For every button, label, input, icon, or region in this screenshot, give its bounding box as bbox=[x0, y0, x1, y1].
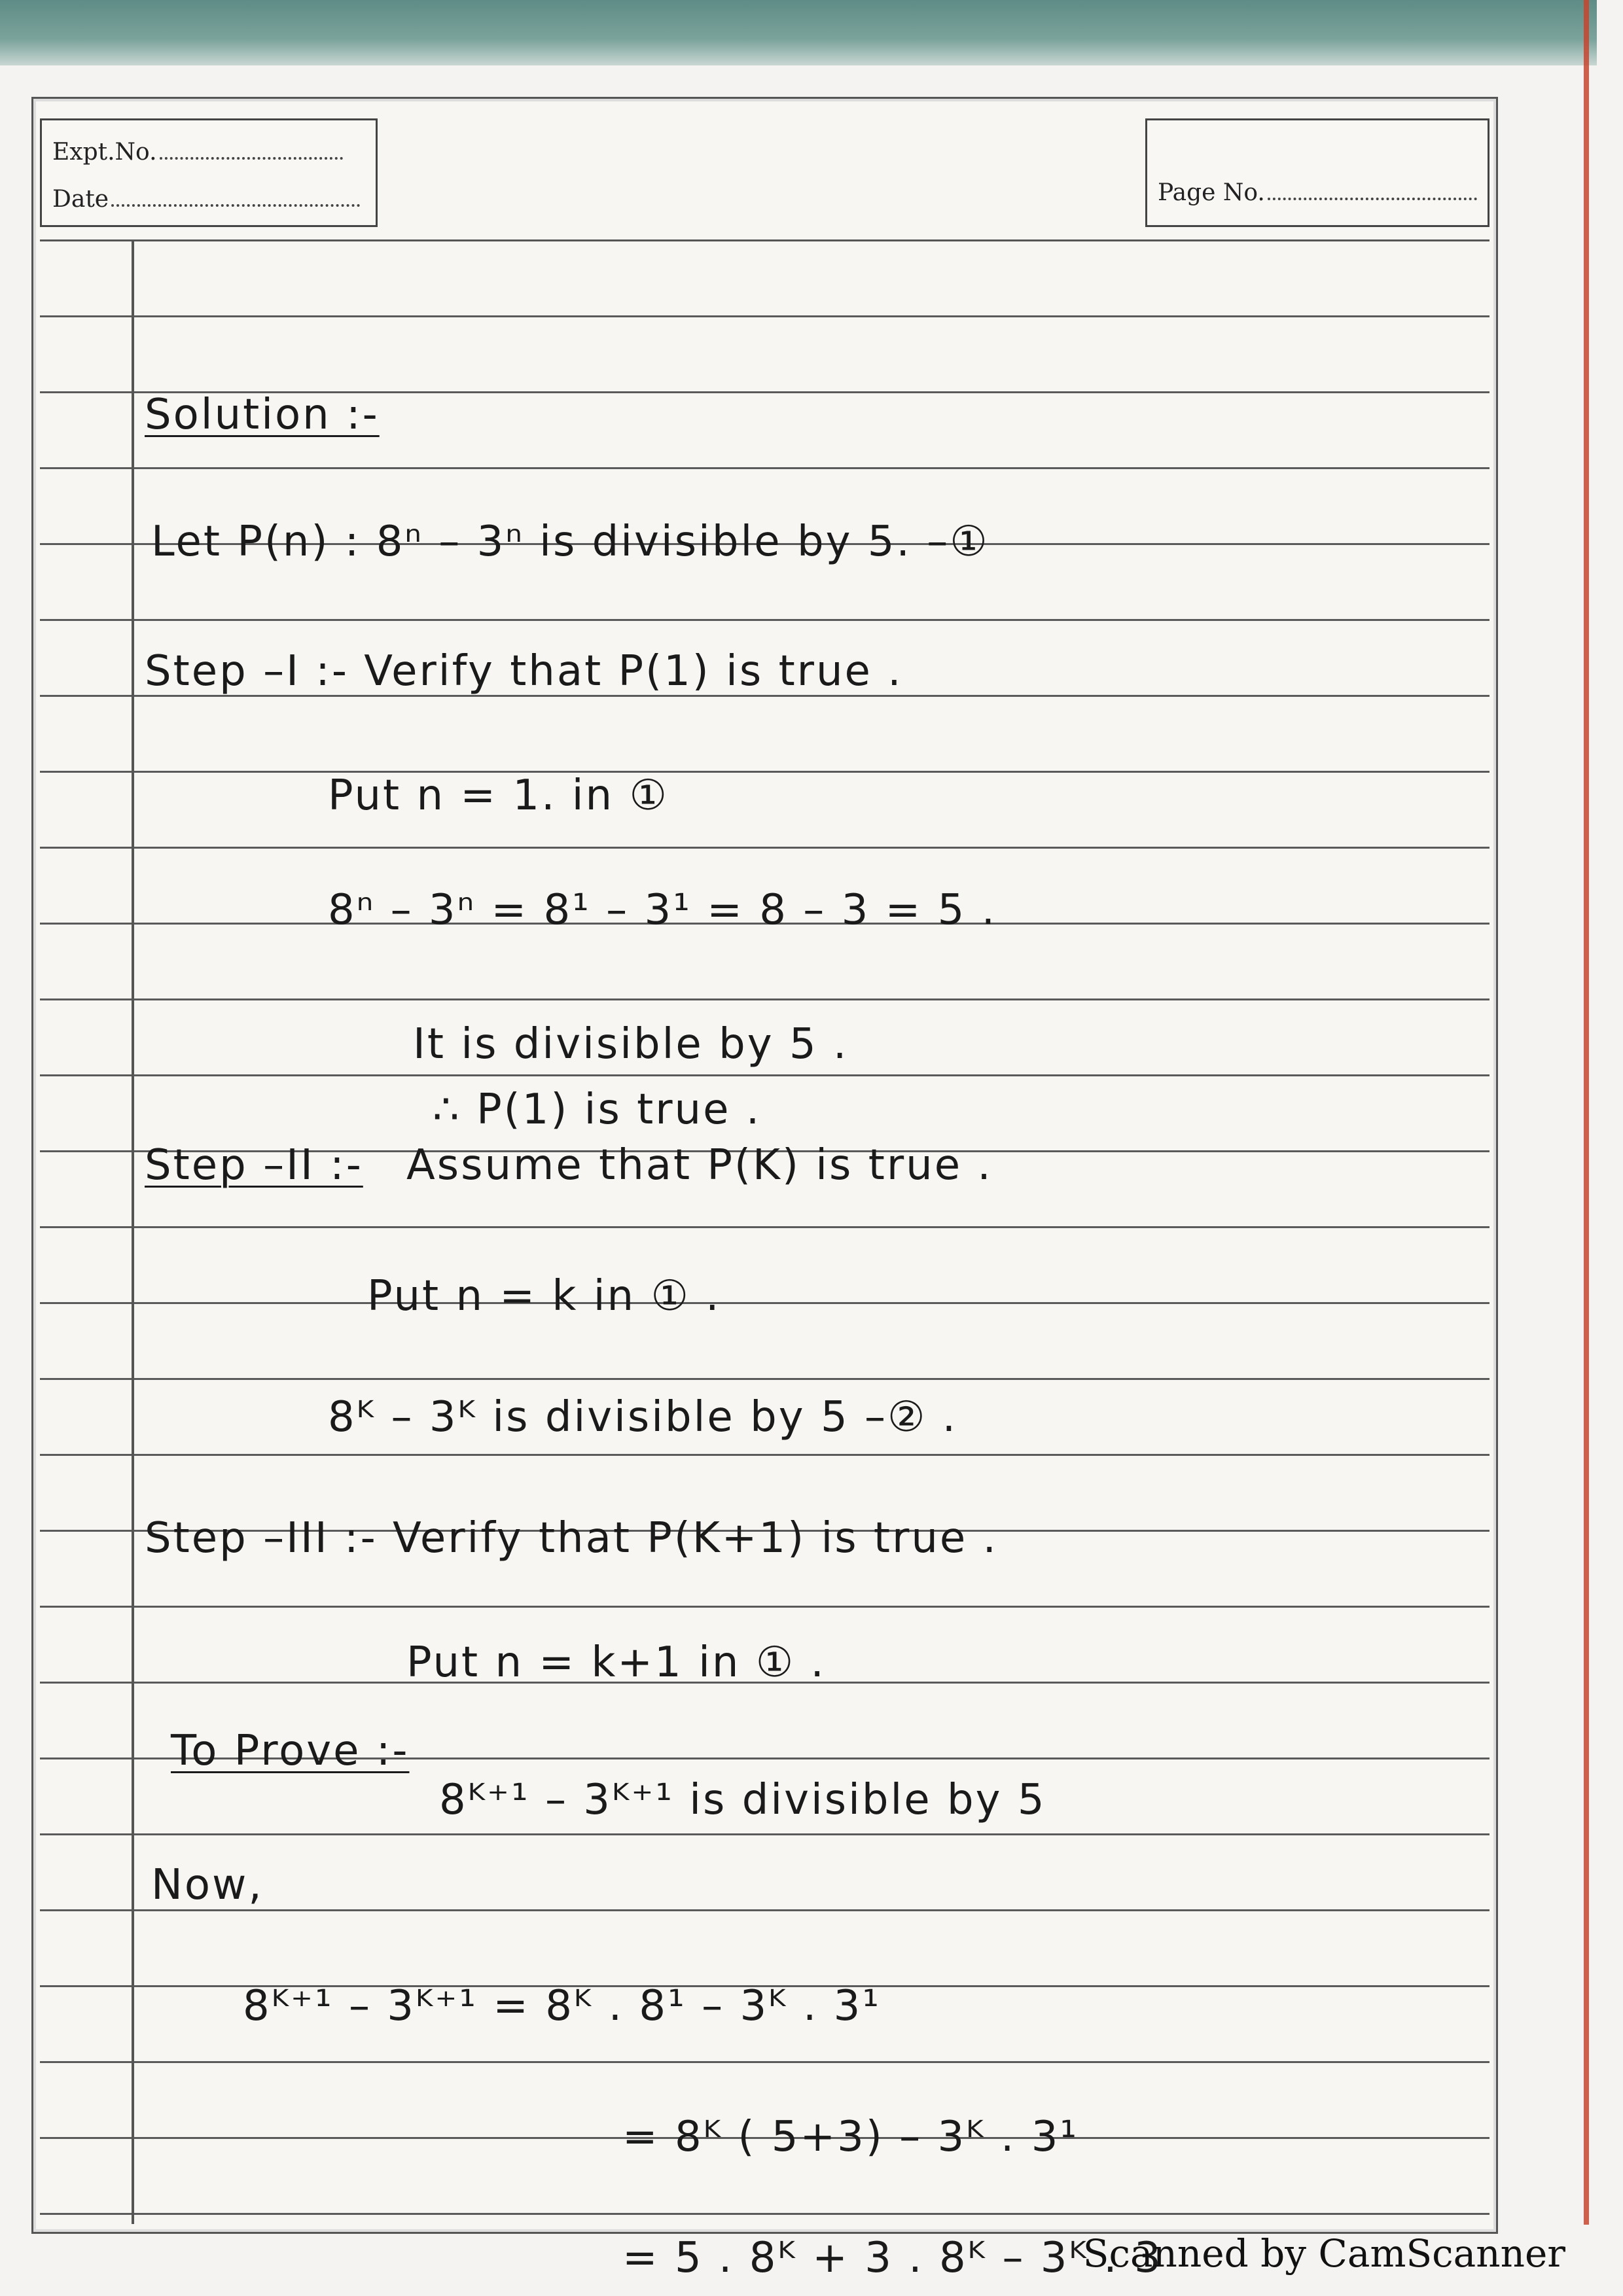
margin-line bbox=[132, 241, 134, 2224]
expand-1: 8ᴷ⁺¹ – 3ᴷ⁺¹ = 8ᴷ . 8¹ – 3ᴷ . 3¹ bbox=[243, 1982, 881, 2030]
to-prove: To Prove :- bbox=[171, 1727, 410, 1775]
eq2: 8ᴷ – 3ᴷ is divisible by 5 –② . bbox=[328, 1393, 958, 1441]
put-nk: Put n = k in ① . bbox=[367, 1272, 721, 1320]
page-no-field bbox=[1158, 179, 1477, 206]
now: Now, bbox=[151, 1861, 264, 1909]
expt-no-label: Expt.No. bbox=[52, 139, 157, 166]
prove-statement: 8ᴷ⁺¹ – 3ᴷ⁺¹ is divisible by 5 bbox=[439, 1776, 1046, 1824]
step3-heading: Step –III :- Verify that P(K+1) is true . bbox=[145, 1514, 998, 1563]
calc-n1: 8ⁿ – 3ⁿ = 8¹ – 3¹ = 8 – 3 = 5 . bbox=[328, 886, 997, 934]
p1-true: ∴ P(1) is true . bbox=[433, 1086, 762, 1134]
expt-date-box bbox=[40, 118, 378, 227]
step1-heading: Step –I :- Verify that P(1) is true . bbox=[145, 647, 903, 696]
expand-2: = 8ᴷ ( 5+3) – 3ᴷ . 3¹ bbox=[622, 2113, 1079, 2161]
solution-heading: Solution :- bbox=[145, 391, 380, 439]
divisible-5: It is divisible by 5 . bbox=[413, 1020, 849, 1069]
expand-3: = 5 . 8ᴷ + 3 . 8ᴷ – 3ᴷ . 3 bbox=[622, 2234, 1163, 2282]
let-statement: Let P(n) : 8ⁿ – 3ⁿ is divisible by 5. –① bbox=[151, 518, 990, 566]
assume-pk: Assume that P(K) is true . bbox=[406, 1141, 993, 1190]
date-label: Date bbox=[52, 186, 109, 213]
page-no-label: Page No. bbox=[1158, 179, 1265, 206]
step2-heading: Step –II :- bbox=[145, 1141, 363, 1190]
page-edge-strip bbox=[1584, 0, 1589, 2225]
scan-background-top bbox=[0, 0, 1597, 65]
put-n1: Put n = 1. in ① bbox=[328, 771, 669, 820]
put-nk1: Put n = k+1 in ① . bbox=[406, 1638, 826, 1687]
date-field bbox=[52, 186, 360, 213]
expt-no-field bbox=[52, 139, 343, 166]
page-no-box bbox=[1145, 118, 1489, 227]
camscanner-watermark: Scanned by CamScanner bbox=[1082, 2231, 1565, 2276]
